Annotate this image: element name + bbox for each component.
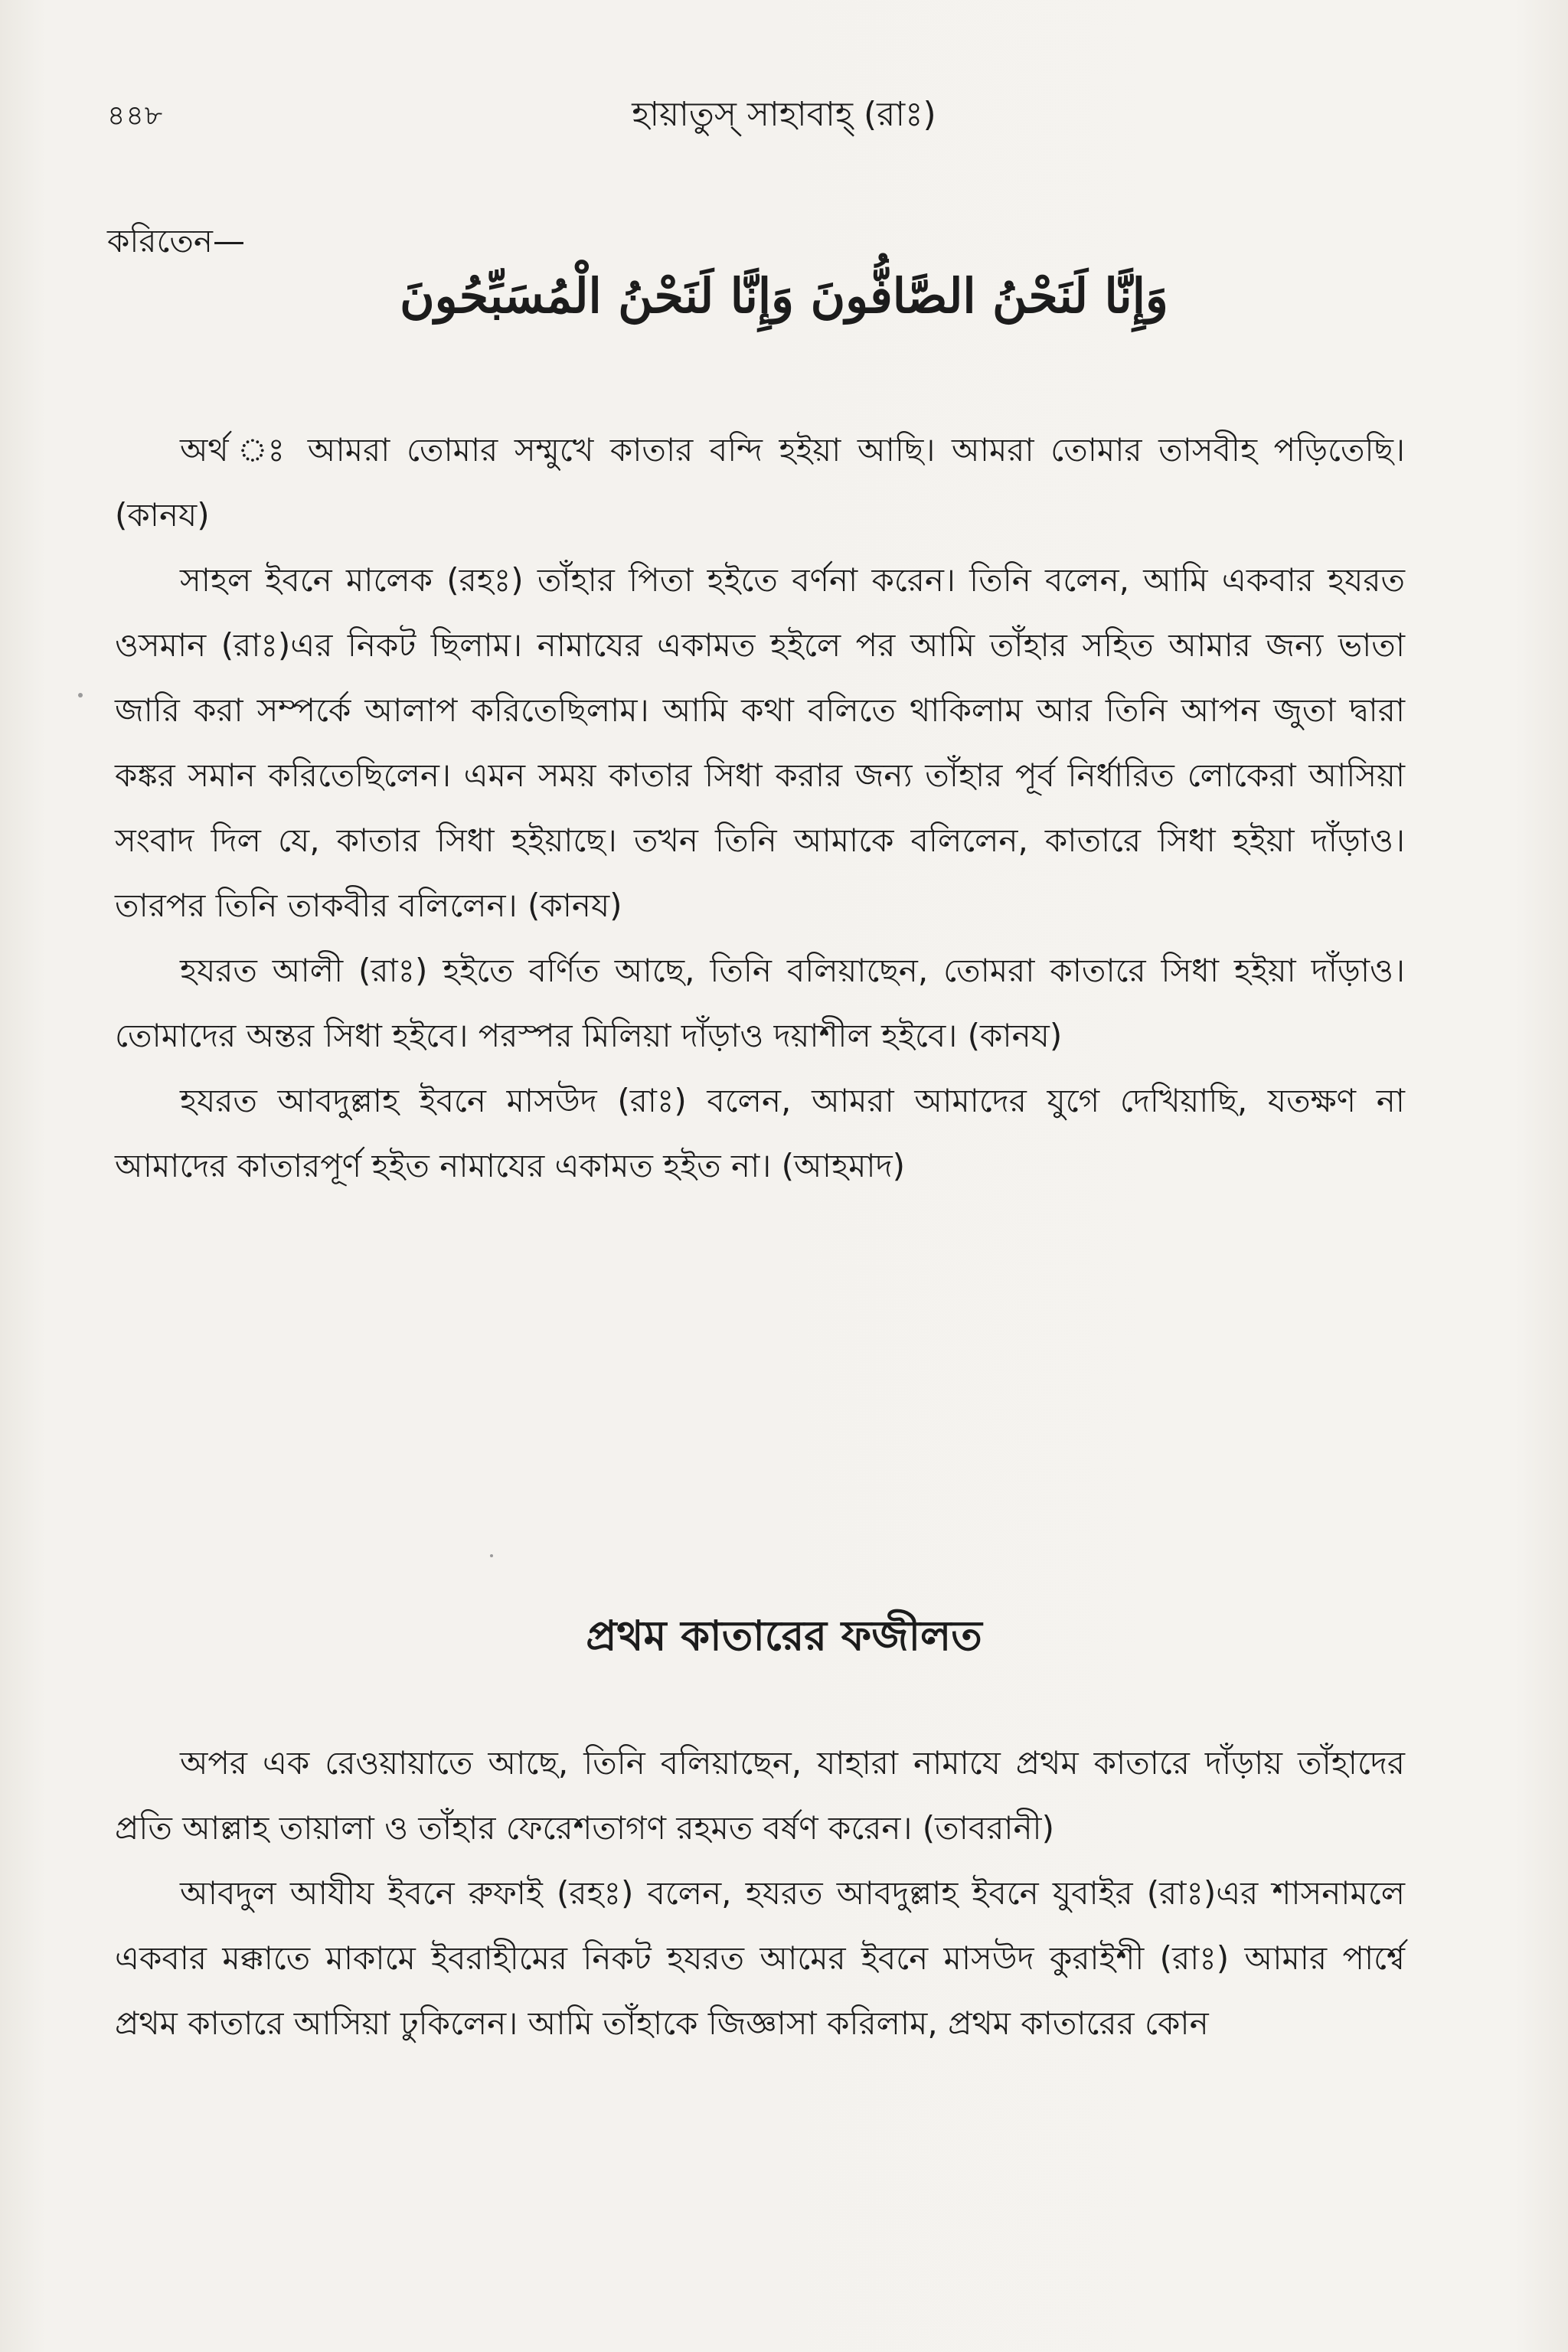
paragraph-tabarani: অপর এক রেওয়ায়াতে আছে, তিনি বলিয়াছেন, যাহারা নামাযে প্রথম কাতারে দাঁড়ায় তাঁহাদের প্রতি আল্লাহ তায়ালা ও তাঁহার ফেরেশতাগণ রহমত বর্ষণ করেন। (তাবরানী) (115, 1744, 1405, 1847)
paper-speck (78, 693, 83, 697)
page-number: ৪৪৮ (107, 100, 164, 132)
running-title: হায়াতুস্ সাহাবাহ্ (রাঃ) (632, 95, 936, 134)
section-heading: প্রথম কাতারের ফজীলত (586, 1612, 982, 1660)
paragraph-abdul-aziz: আবদুল আযীয ইবনে রুফাই (রহঃ) বলেন, হযরত আবদুল্লাহ ইবনে যুবাইর (রাঃ)এর শাসনামলে একবার মক্কাতে মাকামে ইবরাহীমের নিকট হযরত আমের ইবনে মাসউদ কুরাইশী (রাঃ) আমার পার্শ্বে প্রথম কাতারে আসিয়া ঢুকিলেন। আমি তাঁহাকে জিজ্ঞাসা করিলাম, প্রথম কাতারের কোন (115, 1874, 1405, 2042)
text-block-before-heading (115, 417, 1405, 1198)
paragraph-hazrat-ali: হযরত আলী (রাঃ) হইতে বর্ণিত আছে, তিনি বলিয়াছেন, তোমরা কাতারে সিধা হইয়া দাঁড়াও। তোমাদের অন্তর সিধা হইবে। পরস্পর মিলিয়া দাঁড়াও দয়াশীল হইবে। (কানয) (115, 952, 1405, 1054)
text-block-after-heading (115, 1730, 1405, 2056)
paragraph-ibn-masud: হযরত আবদুল্লাহ ইবনে মাসউদ (রাঃ) বলেন, আমরা আমাদের যুগে দেখিয়াছি, যতক্ষণ না আমাদের কাতারপূর্ণ হইত নামাযের একামত হইত না। (আহমাদ) (115, 1082, 1405, 1184)
arabic-verse: وَإِنَّا لَنَحْنُ الصَّافُّونَ وَإِنَّا لَنَحْنُ الْمُسَبِّحُونَ (400, 268, 1168, 324)
paper-speck (490, 1554, 493, 1557)
paragraph-meaning: অর্থ ঃ আমরা তোমার সম্মুখে কাতার বন্দি হইয়া আছি। আমরা তোমার তাসবীহ পড়িতেছি। (কানয) (115, 431, 1405, 534)
intro-word: করিতেন— (107, 222, 245, 260)
paragraph-sahl-ibn-malik: সাহল ইবনে মালেক (রহঃ) তাঁহার পিতা হইতে বর্ণনা করেন। তিনি বলেন, আমি একবার হযরত ওসমান (রাঃ)এর নিকট ছিলাম। নামাযের একামত হইলে পর আমি তাঁহার সহিত আমার জন্য ভাতা জারি করা সম্পর্কে আলাপ করিতেছিলাম। আমি কথা বলিতে থাকিলাম আর তিনি আপন জুতা দ্বারা কঙ্কর সমান করিতেছিলেন। এমন সময় কাতার সিধা করার জন্য তাঁহার পূর্ব নির্ধারিত লোকেরা আসিয়া সংবাদ দিল যে, কাতার সিধা হইয়াছে। তখন তিনি আমাকে বলিলেন, কাতারে সিধা হইয়া দাঁড়াও। তারপর তিনি তাকবীর বলিলেন। (কানয) (115, 561, 1405, 924)
